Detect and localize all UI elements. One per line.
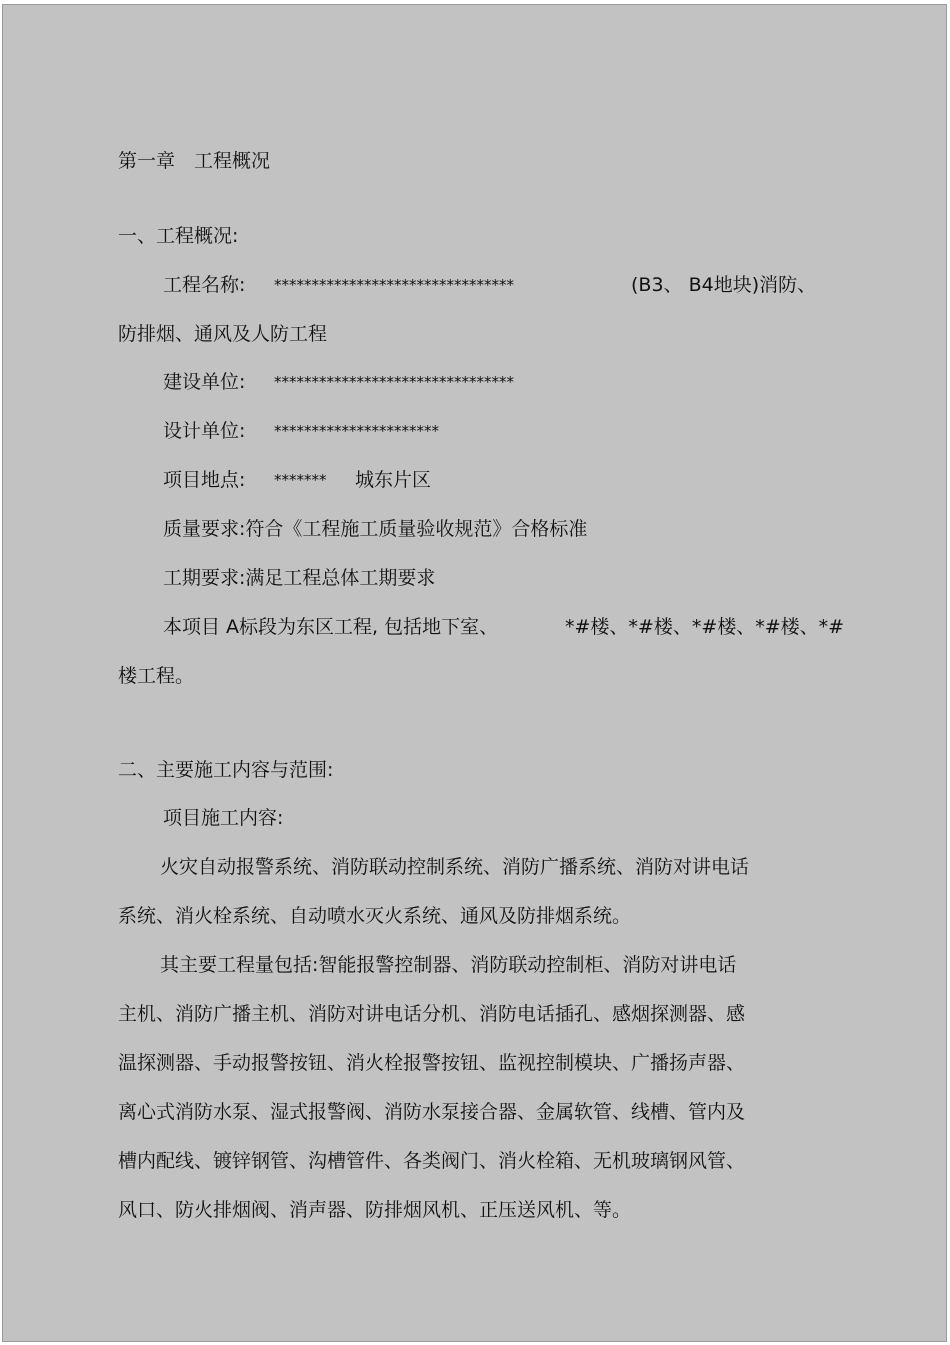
document-page xyxy=(2,4,947,1342)
scope-line-1-tail: *#楼、*#楼、*#楼、*#楼、*# xyxy=(565,616,845,638)
quantity-line-5: 槽内配线、镀锌钢管、沟槽管件、各类阀门、消火栓箱、无机玻璃钢风管、 xyxy=(118,1150,746,1172)
location-value: ******* xyxy=(274,471,327,489)
quantity-line-2: 主机、消防广播主机、消防对讲电话分机、消防电话插孔、感烟探测器、感 xyxy=(118,1003,746,1025)
quantity-line-1: 其主要工程量包括:智能报警控制器、消防联动控制柜、消防对讲电话 xyxy=(160,954,737,976)
project-name-value: ******************************** xyxy=(274,276,514,294)
section-1-heading: 一、工程概况: xyxy=(118,225,239,247)
quality-requirement: 质量要求:符合《工程施工质量验收规范》合格标准 xyxy=(163,518,588,540)
scope-line-2: 楼工程。 xyxy=(118,665,195,687)
scope-line-1: 本项目 A标段为东区工程, 包括地下室、 xyxy=(163,616,499,638)
quantity-line-6: 风口、防火排烟阀、消声器、防排烟风机、正压送风机、等。 xyxy=(118,1199,632,1221)
designer-label: 设计单位: xyxy=(163,420,246,442)
quantity-line-3: 温探测器、手动报警按钮、消火栓报警按钮、监视控制模块、广播扬声器、 xyxy=(118,1052,746,1074)
builder-value: ******************************** xyxy=(274,373,514,391)
systems-line-1: 火灾自动报警系统、消防联动控制系统、消防广播系统、消防对讲电话 xyxy=(160,856,750,878)
project-name-label: 工程名称: xyxy=(163,274,246,296)
location-area: 城东片区 xyxy=(355,469,432,491)
builder-label: 建设单位: xyxy=(163,371,246,393)
section-2-heading: 二、主要施工内容与范围: xyxy=(118,759,334,781)
section-2-subheading: 项目施工内容: xyxy=(163,807,284,829)
chapter-title: 第一章 工程概况 xyxy=(118,150,271,172)
project-name-suffix: (B3、 B4地块)消防、 xyxy=(631,274,817,296)
schedule-requirement: 工期要求:满足工程总体工期要求 xyxy=(163,567,436,589)
quantity-line-4: 离心式消防水泵、湿式报警阀、消防水泵接合器、金属软管、线槽、管内及 xyxy=(118,1101,746,1123)
designer-value: ********************** xyxy=(274,422,439,440)
location-label: 项目地点: xyxy=(163,469,246,491)
project-name-continuation: 防排烟、通风及人防工程 xyxy=(118,323,328,345)
systems-line-2: 系统、消火栓系统、自动喷水灭火系统、通风及防排烟系统。 xyxy=(118,905,632,927)
